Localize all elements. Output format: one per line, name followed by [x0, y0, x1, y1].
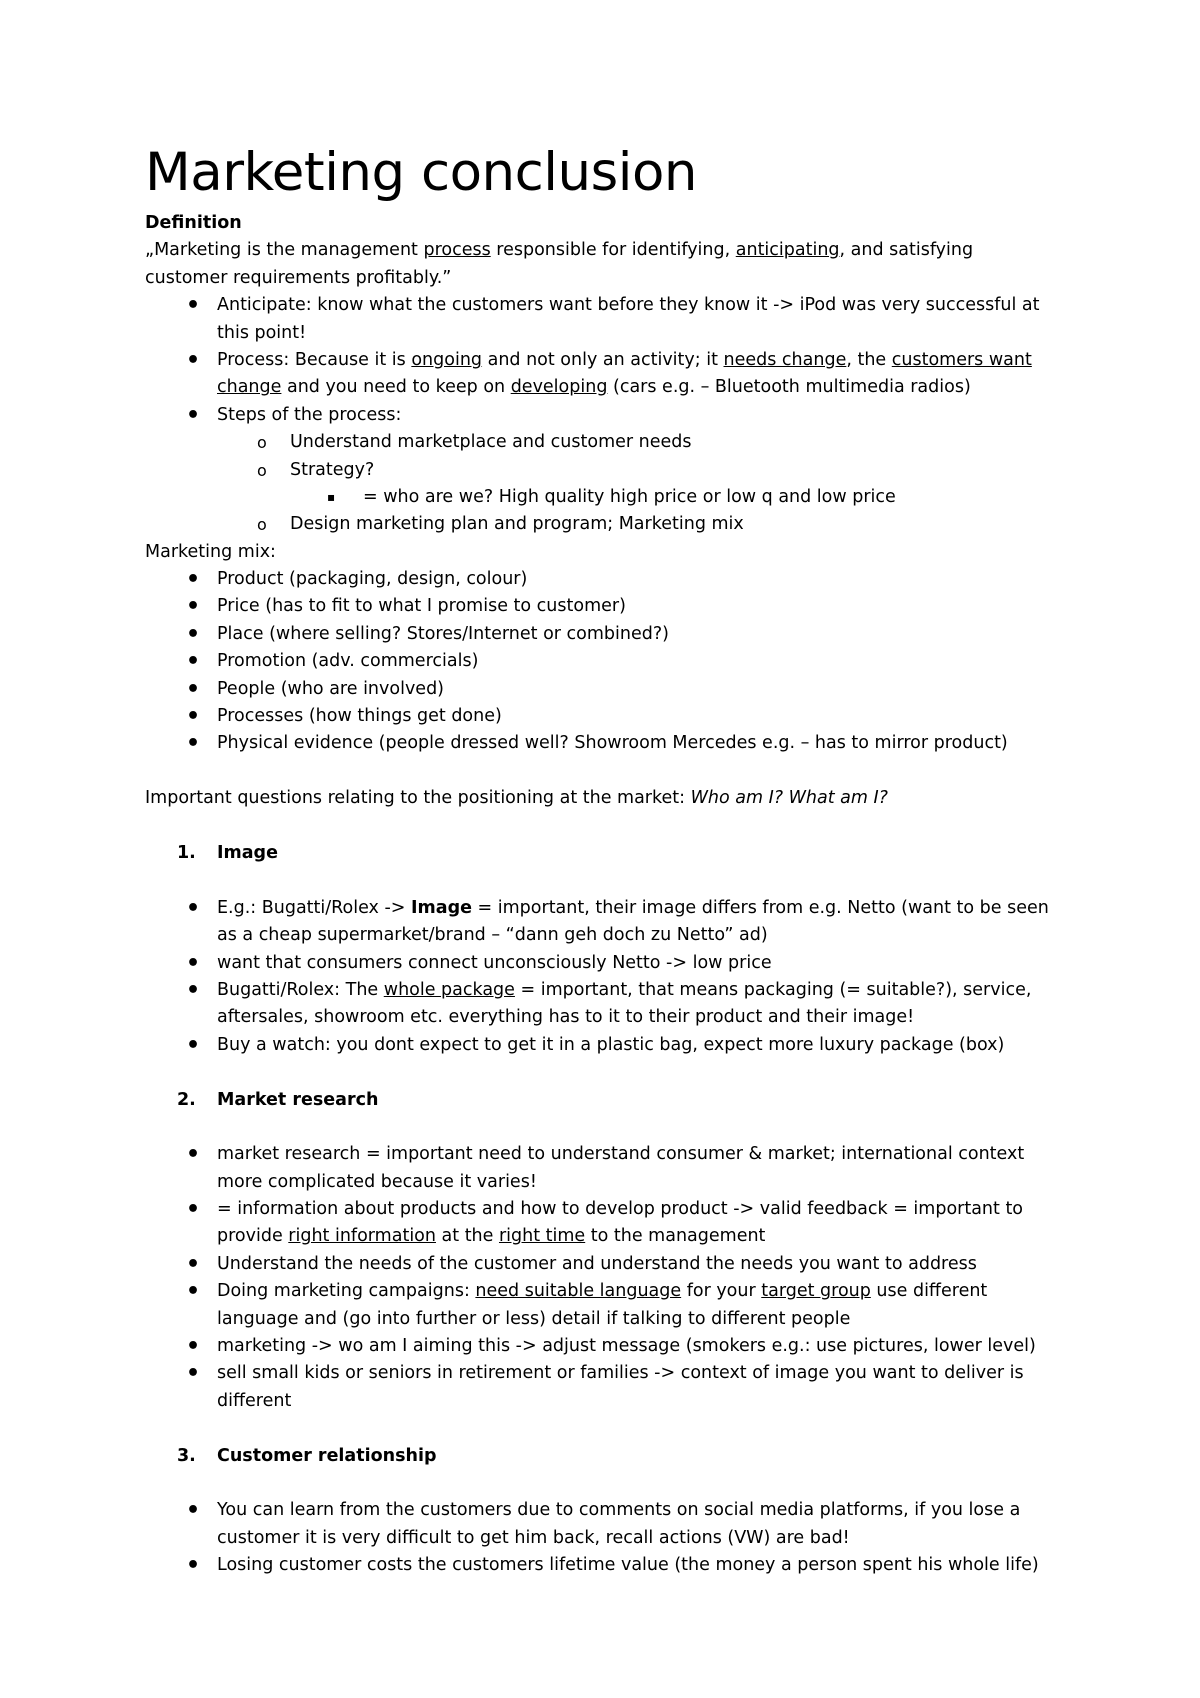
spacer	[145, 813, 1065, 840]
list-item-continued: different	[217, 1390, 292, 1411]
bullet-marker: •	[186, 1197, 201, 1223]
sub-bullet-marker: o	[257, 515, 267, 535]
bullet-marker: •	[186, 347, 201, 373]
spacer	[145, 1059, 1065, 1086]
list-item-continued: aftersales, showroom etc. everything has to it to their product and their image!	[217, 1007, 915, 1028]
list-item: • Place (where selling? Stores/Internet or combined?)	[186, 621, 669, 647]
spacer	[145, 758, 1065, 785]
bullet-marker: •	[186, 895, 201, 921]
sub-bullet-marker: o	[257, 433, 267, 453]
list-item: • want that consumers connect unconsciously Netto -> low price	[186, 950, 772, 976]
list-item: • You can learn from the customers due to comments on social media platforms, if you lose a	[186, 1498, 1021, 1524]
list-item: • Promotion (adv. commercials)	[186, 649, 479, 675]
list-item: • Understand the needs of the customer and understand the needs you want to address	[186, 1251, 977, 1277]
marketing-mix-label: Marketing mix:	[145, 541, 276, 562]
sub-list-item: o Understand marketplace and customer needs	[145, 429, 1065, 456]
bullet-marker: •	[186, 704, 201, 730]
section-heading-customer-relationship: 3. Customer relationship	[145, 1443, 1065, 1470]
sub-sub-list-item: ▪ = who are we? High quality high price or low q and low price	[145, 484, 1065, 511]
list-item: • Anticipate: know what the customers want before they know it -> iPod was very successful at	[186, 293, 1040, 319]
bullet-marker: •	[186, 1498, 201, 1524]
bullet-marker: •	[186, 950, 201, 976]
section-number: 1.	[177, 842, 196, 863]
bullet-marker: •	[186, 676, 201, 702]
spacer	[145, 1114, 1065, 1141]
bullet-marker: •	[186, 1142, 201, 1168]
bullet-marker: •	[186, 293, 201, 319]
bullet-marker: •	[186, 649, 201, 675]
list-item: • market research = important need to understand consumer & market; international context	[186, 1142, 1025, 1168]
sub-list-item: o Strategy?	[145, 457, 1065, 484]
questions-line: Important questions relating to the positioning at the market: Who am I? What am I?	[145, 788, 888, 809]
bullet-marker: •	[186, 731, 201, 757]
bullet-marker: •	[186, 567, 201, 593]
bullet-marker: •	[186, 1553, 201, 1579]
list-item-continued: as a cheap supermarket/brand – “dann geh doch zu Netto” ad)	[217, 925, 768, 946]
list-item: • Losing customer costs the customers lifetime value (the money a person spent his whole life)	[186, 1553, 1039, 1579]
sub-bullet-marker: o	[257, 460, 267, 480]
list-item: • marketing -> wo am I aiming this -> adjust message (smokers e.g.: use pictures, lower level)	[186, 1334, 1036, 1360]
list-item-continued: more complicated because it varies!	[217, 1171, 537, 1192]
bullet-marker: •	[186, 1334, 201, 1360]
spacer	[145, 1415, 1065, 1442]
bullet-marker: •	[186, 1361, 201, 1387]
page-title: Marketing conclusion	[145, 142, 697, 203]
list-item-continued: this point!	[217, 322, 307, 343]
bullet-marker: •	[186, 977, 201, 1003]
list-item: • Steps of the process:	[186, 402, 402, 428]
list-item: • Product (packaging, design, colour)	[186, 567, 528, 593]
section-heading-image: 1. Image	[145, 840, 1065, 867]
section-number: 2.	[177, 1089, 196, 1110]
list-item: • = information about products and how to develop product -> valid feedback = important to	[186, 1197, 1024, 1223]
list-item: • E.g.: Bugatti/Rolex -> Image = important, their image differs from e.g. Netto (want to be seen	[186, 895, 1049, 921]
list-item: • Price (has to fit to what I promise to customer)	[186, 594, 626, 620]
list-item-continued: language and (go into further or less) detail if talking to different people	[217, 1308, 851, 1329]
bullet-marker: •	[186, 402, 201, 428]
list-item-continued: provide right information at the right time to the management	[217, 1226, 766, 1247]
bullet-marker: •	[186, 1279, 201, 1305]
bullet-marker: •	[186, 621, 201, 647]
definition-heading: Definition	[145, 213, 242, 233]
list-item: • Processes (how things get done)	[186, 704, 502, 730]
list-item: • Doing marketing campaigns: need suitable language for your target group use different	[186, 1279, 988, 1305]
bullet-marker: •	[186, 1251, 201, 1277]
section-number: 3.	[177, 1445, 196, 1466]
list-item: • Physical evidence (people dressed well? Showroom Mercedes e.g. – has to mirror product)	[186, 731, 1008, 757]
document-body	[145, 210, 1065, 1580]
list-item: • Process: Because it is ongoing and not only an activity; it needs change, the customers want	[186, 347, 1032, 373]
list-item: • sell small kids or seniors in retirement or families -> context of image you want to deliver is	[186, 1361, 1024, 1387]
list-item: • Buy a watch: you dont expect to get it in a plastic bag, expect more luxury package (box)	[186, 1032, 1005, 1058]
spacer	[145, 867, 1065, 894]
definition-line: „Marketing is the management process responsible for identifying, anticipating, and satisfying	[145, 240, 974, 261]
definition-line: customer requirements profitably.”	[145, 267, 452, 288]
list-item: • People (who are involved)	[186, 676, 445, 702]
sub-list-item: o Design marketing plan and program; Marketing mix	[145, 511, 1065, 538]
list-item-continued: change and you need to keep on developing (cars e.g. – Bluetooth multimedia radios)	[217, 377, 971, 398]
spacer	[145, 1470, 1065, 1497]
list-item: • Bugatti/Rolex: The whole package = important, that means packaging (= suitable?), service,	[186, 977, 1032, 1003]
bullet-marker: •	[186, 594, 201, 620]
list-item-continued: customer it is very difficult to get him back, recall actions (VW) are bad!	[217, 1527, 850, 1548]
section-heading-market-research: 2. Market research	[145, 1087, 1065, 1114]
bullet-marker: •	[186, 1032, 201, 1058]
square-bullet-marker: ▪	[327, 489, 336, 504]
